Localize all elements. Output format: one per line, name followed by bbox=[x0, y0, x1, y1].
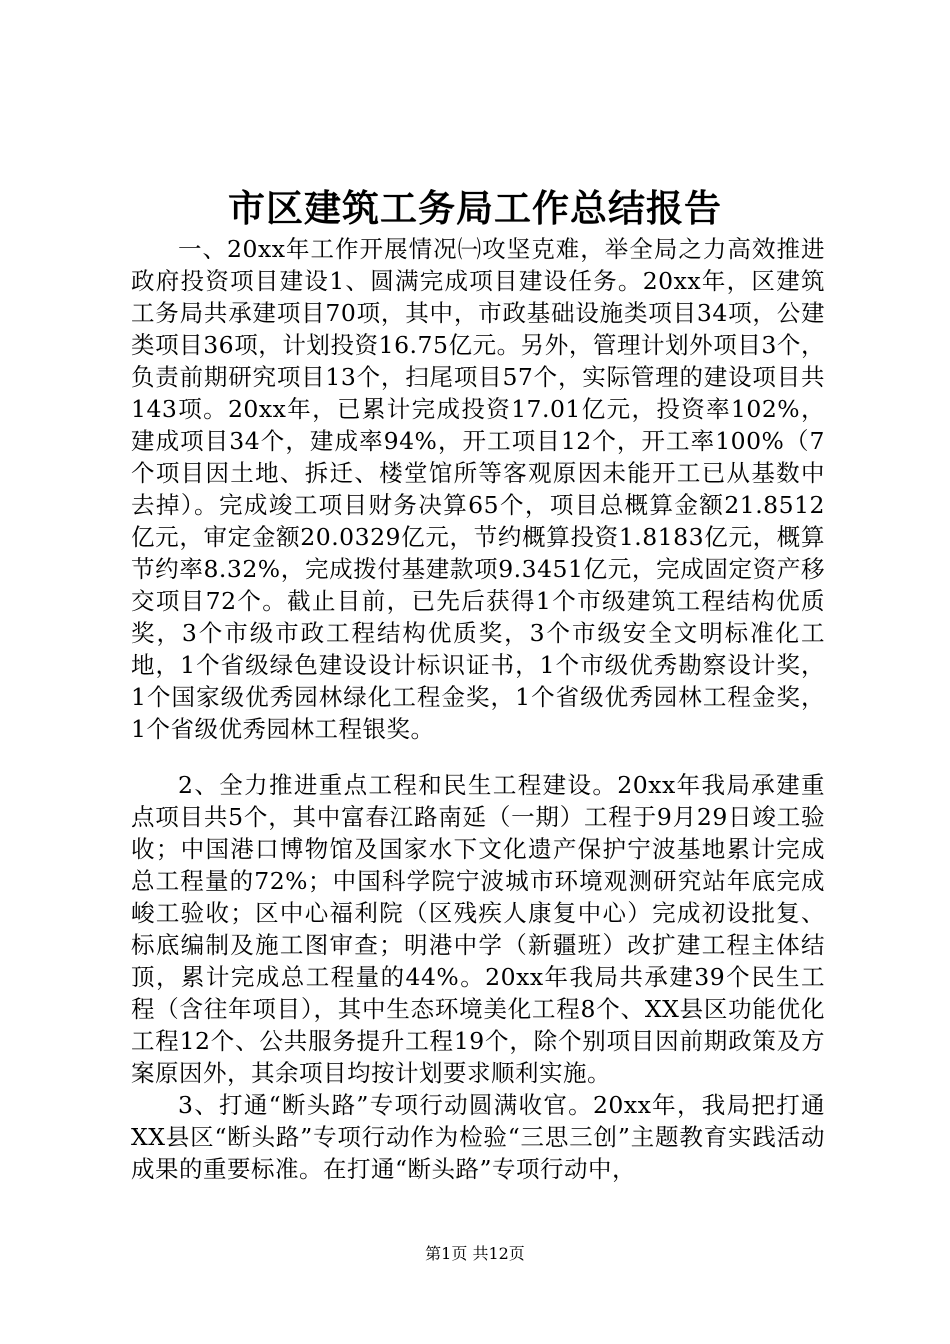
page-number-footer: 第1页 共12页 bbox=[425, 1244, 525, 1263]
paragraph-section-3: 3、打通“断头路”专项行动圆满收官。20xx年，我局把打通XX县区“断头路”专项行动作为检验“三思三创”主题教育实践活动成果的重要标准。在打通“断头路”专项行动中， bbox=[131, 1091, 825, 1183]
paragraph-section-1: 一、20xx年工作开展情况㈠攻坚克难，举全局之力高效推进政府投资项目建设1、圆满完成项目建设任务。20xx年，区建筑工务局共承建项目70项，其中，市政基础设施类项目34项，公建类项目36项，计划投资16.75亿元。另外，管理计划外项目3个，负责前期研究项目13个，扫尾项目57个，实际管理的建设项目共143项。20xx年，已累计完成投资17.01亿元，投资率102%，建成项目34个，建成率94%，开工项目12个，开工率100%（7个项目因土地、拆迁、楼堂馆所等客观原因未能开工已从基数中去掉）。完成竣工项目财务决算65个，项目总概算金额21.8512亿元，审定金额20.0329亿元，节约概算投资1.8183亿元，概算节约率8.32%，完成拨付基建款项9.3451亿元，完成固定资产移交项目72个。截止目前，已先后获得1个市级建筑工程结构优质奖，3个市级市政工程结构优质奖，3个市级安全文明标准化工地，1个省级绿色建设设计标识证书，1个市级优秀勘察设计奖，1个国家级优秀园林绿化工程金奖，1个省级优秀园林工程金奖，1个省级优秀园林工程银奖。 bbox=[131, 235, 825, 743]
paragraph-section-2: 2、全力推进重点工程和民生工程建设。20xx年我局承建重点项目共5个，其中富春江路南延（一期）工程于9月29日竣工验收；中国港口博物馆及国家水下文化遗产保护宁波基地累计完成总工程量的72%；中国科学院宁波城市环境观测研究站年底完成峻工验收；区中心福利院（区残疾人康复中心）完成初设批复、标底编制及施工图审查；明港中学（新疆班）改扩建工程主体结顶，累计完成总工程量的44%。20xx年我局共承建39个民生工程（含往年项目），其中生态环境美化工程8个、XX县区功能优化工程12个、公共服务提升工程19个，除个别项目因前期政策及方案原因外，其余项目均按计划要求顺利实施。 bbox=[131, 771, 825, 1087]
document-body bbox=[131, 233, 825, 1185]
document-title: 市区建筑工务局工作总结报告 bbox=[228, 186, 722, 230]
